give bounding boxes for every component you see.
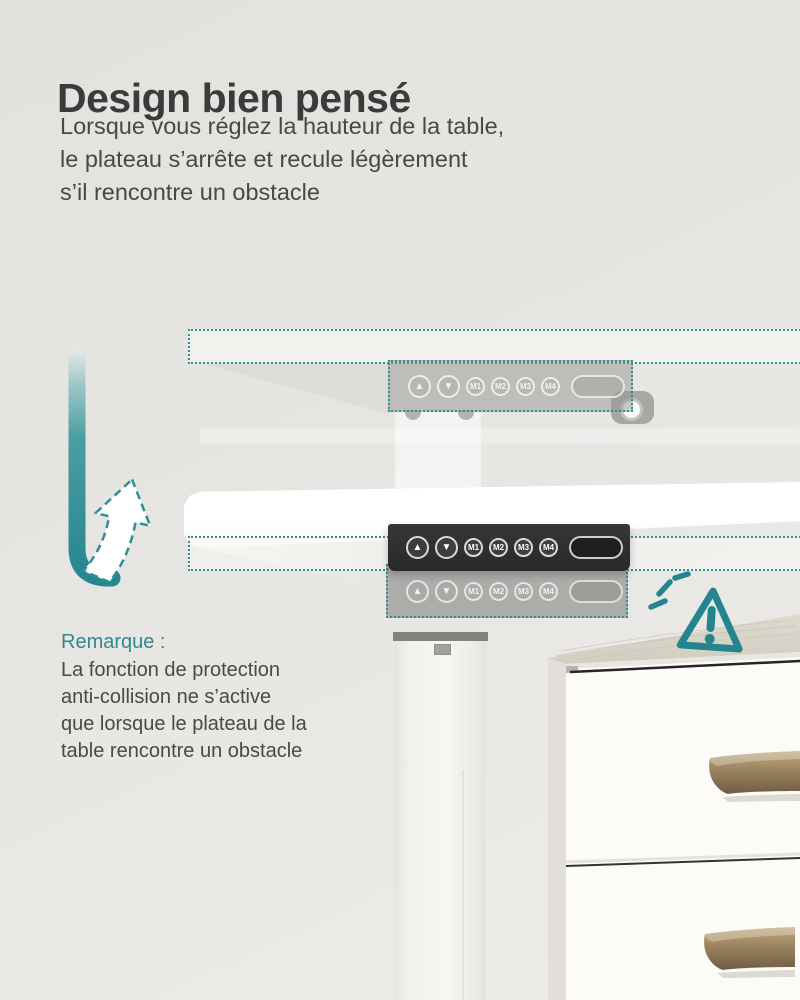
up-arrow-icon bbox=[55, 336, 165, 600]
up-arrow-icon: ▲ bbox=[414, 380, 425, 392]
up-arrow-icon: ▲ bbox=[412, 585, 423, 597]
memory-button-m1: M1 bbox=[466, 377, 485, 396]
cabinet-obstacle bbox=[546, 604, 800, 1000]
down-arrow-icon: ▼ bbox=[441, 585, 452, 597]
height-display bbox=[571, 375, 625, 398]
note-line: La fonction de protection bbox=[61, 659, 281, 681]
desk-leg-cap bbox=[393, 632, 488, 641]
memory-button-m4: M4 bbox=[541, 377, 560, 396]
up-arrow-button bbox=[408, 375, 431, 398]
note-label: Remarque : bbox=[61, 631, 166, 653]
memory-button-m2: M2 bbox=[489, 538, 508, 557]
down-arrow-icon: ▼ bbox=[441, 542, 452, 553]
subtitle-line: s’il rencontre un obstacle bbox=[60, 179, 320, 205]
memory-button-m1: M1 bbox=[464, 582, 483, 601]
memory-button-m2: M2 bbox=[489, 582, 508, 601]
subtitle-line: le plateau s’arrête et recule légèrement bbox=[60, 146, 468, 172]
note-line: que lorsque le plateau de la bbox=[61, 713, 307, 735]
memory-button-m3: M3 bbox=[516, 377, 535, 396]
impact-dashes-icon bbox=[651, 574, 688, 607]
down-arrow-button bbox=[435, 536, 458, 559]
ghost-desk-leg bbox=[395, 411, 481, 493]
note-line: anti-collision ne s’active bbox=[61, 686, 272, 708]
page-title: Design bien pensé bbox=[57, 75, 411, 122]
memory-button-m3: M3 bbox=[514, 538, 533, 557]
down-arrow-button bbox=[437, 375, 460, 398]
desk-leg-label bbox=[434, 644, 451, 655]
control-panel-ghost-upper bbox=[388, 360, 633, 412]
down-arrow-button bbox=[435, 580, 458, 603]
memory-button-m1: M1 bbox=[464, 538, 483, 557]
up-arrow-button bbox=[406, 580, 429, 603]
ghost-tabletop-underside bbox=[189, 360, 389, 414]
note-block bbox=[61, 629, 307, 765]
memory-button-m4: M4 bbox=[539, 538, 558, 557]
memory-button-m4: M4 bbox=[539, 582, 558, 601]
note-line: table rencontre un obstacle bbox=[61, 740, 303, 762]
desk-leg bbox=[394, 632, 486, 1000]
up-arrow-button bbox=[406, 536, 429, 559]
up-arrow-icon: ▲ bbox=[412, 542, 423, 553]
down-arrow-icon: ▼ bbox=[443, 380, 454, 392]
warning-triangle-icon bbox=[640, 566, 760, 658]
height-display bbox=[569, 580, 623, 603]
memory-button-m3: M3 bbox=[514, 582, 533, 601]
memory-button-m2: M2 bbox=[491, 377, 510, 396]
ghost-desk-crossbar bbox=[200, 428, 800, 444]
height-display bbox=[569, 536, 623, 559]
cabinet-side bbox=[548, 658, 566, 1000]
page-subtitle bbox=[60, 110, 504, 209]
desk-leg-seam bbox=[462, 770, 464, 1000]
subtitle-line: Lorsque vous réglez la hauteur de la table, bbox=[60, 113, 505, 139]
control-panel bbox=[388, 524, 630, 571]
ghost-tabletop-outline-upper bbox=[188, 329, 800, 364]
